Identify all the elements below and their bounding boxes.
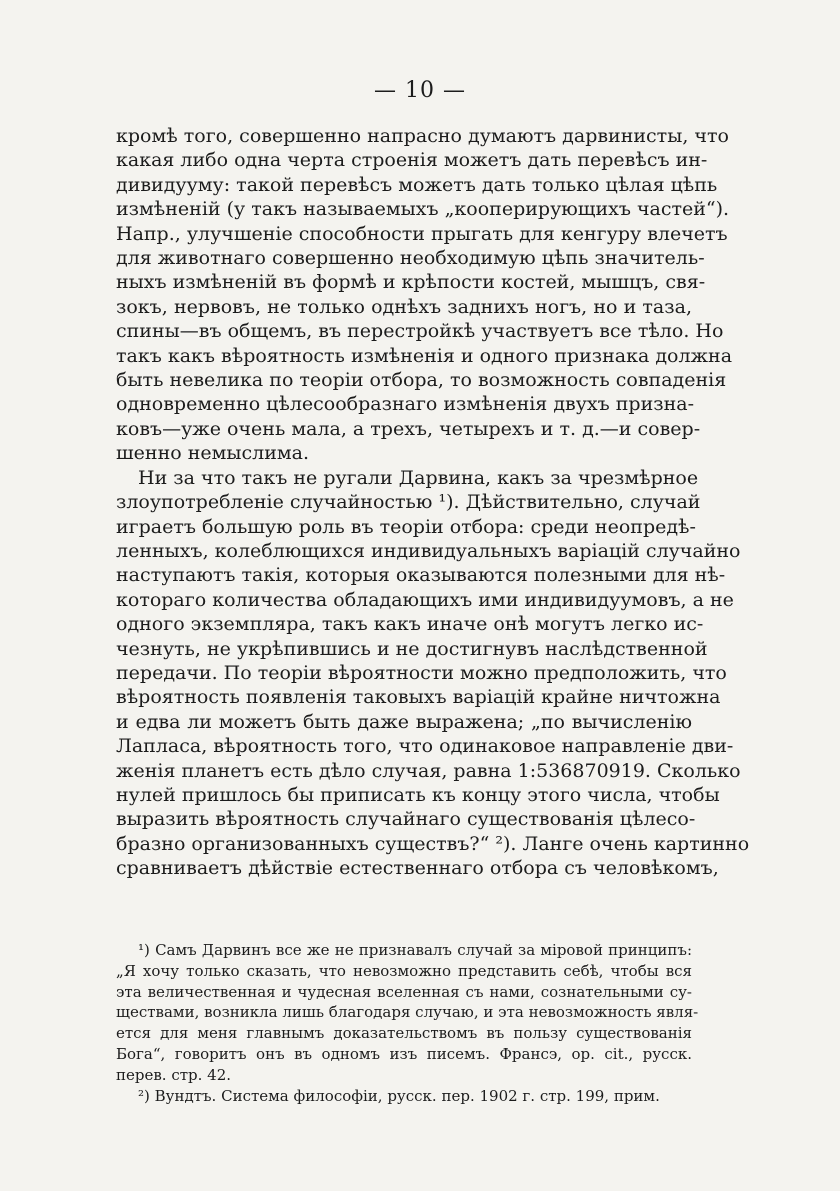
text-line: злоупотребленіе случайностью ¹). Дѣйствительно, случай (116, 491, 701, 514)
body-text (116, 124, 750, 881)
footnote-1-line: эта величественная и чудесная вселенная съ нами, сознательными су- (116, 982, 692, 1001)
text-line: играетъ большую роль въ теоріи отбора: среди неопредѣ- (116, 515, 696, 538)
page-number: — 10 — (374, 78, 466, 103)
footnote-2-line: ²) Вундтъ. Система философіи, русск. пер. 1902 г. стр. 199, прим. (138, 1086, 660, 1105)
text-line: спины—въ общемъ, въ перестройкѣ участвуетъ все тѣло. Но (116, 320, 724, 343)
text-line: котораго количества обладающихъ ими индивидуумовъ, а не (116, 588, 734, 611)
footnote-1-line: ется для меня главнымъ доказательствомъ въ пользу существованія (116, 1024, 692, 1043)
text-line: бразно организованныхъ существъ?“ ²). Ланге очень картинно (116, 832, 750, 855)
text-line: зокъ, нервовъ, не только однѣхъ заднихъ ногъ, но и таза, (116, 295, 692, 318)
text-line: одновременно цѣлесообразнаго измѣненія двухъ призна- (116, 393, 695, 416)
text-line: чезнуть, не укрѣпившись и не достигнувъ наслѣдственной (116, 637, 708, 660)
footnote-1-line: „Я хочу только сказать, что невозможно представить себѣ, чтобы вся (116, 961, 692, 980)
text-line: ленныхъ, колеблющихся индивидуальныхъ варіацій случайно (116, 539, 741, 562)
text-line: ныхъ измѣненій въ формѣ и крѣпости костей, мышцъ, свя- (116, 271, 706, 294)
text-line: Напр., улучшеніе способности прыгать для кенгуру влечетъ (116, 222, 728, 245)
text-line: такъ какъ вѣроятность измѣненія и одного признака должна (116, 344, 733, 367)
paragraph-start-line: Ни за что такъ не ругали Дарвина, какъ за чрезмѣрное (138, 466, 699, 489)
text-line: одного экземпляра, такъ какъ иначе онѣ могутъ легко ис- (116, 613, 704, 636)
text-line: нулей пришлось бы приписать къ концу этого числа, чтобы (116, 783, 720, 806)
text-line: наступаютъ такія, которыя оказываются полезными для нѣ- (116, 564, 726, 587)
text-line: и едва ли можетъ быть даже выражена; „по вычисленію (116, 710, 692, 733)
text-line: для животнаго совершенно необходимую цѣпь значитель- (116, 247, 705, 270)
text-line: Лапласа, вѣроятность того, что одинаковое направленіе дви- (116, 735, 734, 758)
text-line: измѣненій (у такъ называемыхъ „кооперирующихъ частей“). (116, 198, 730, 221)
text-line: сравниваетъ дѣйствіе естественнаго отбора съ человѣкомъ, (116, 857, 719, 880)
footnotes (116, 940, 699, 1106)
footnote-1-line: перев. стр. 42. (116, 1065, 232, 1084)
text-line: передачи. По теоріи вѣроятности можно предположить, что (116, 661, 727, 684)
text-line: вѣроятность появленія таковыхъ варіацій крайне ничтожна (116, 686, 721, 709)
footnote-1-line: ¹) Самъ Дарвинъ все же не признавалъ случай за міровой принципъ: (138, 941, 692, 959)
footnote-1-line: ществами, возникла лишь благодаря случаю, и эта невозможность явля- (116, 1003, 699, 1022)
text-line: шенно немыслима. (116, 442, 310, 465)
text-line: какая либо одна черта строенія можетъ дать перевѣсъ ин- (116, 149, 708, 172)
text-line: выразить вѣроятность случайнаго существованія цѣлесо- (116, 808, 696, 831)
footnote-1-line: Бога“, говоритъ онъ въ одномъ изъ писемъ. Франсэ, op. cit., русск. (116, 1044, 692, 1063)
text-line: ковъ—уже очень мала, а трехъ, четырехъ и т. д.—и совер- (116, 417, 701, 440)
text-line: дивидууму: такой перевѣсъ можетъ дать только цѣлая цѣпь (116, 173, 718, 196)
text-line: кромѣ того, совершенно напрасно думаютъ дарвинисты, что (116, 125, 729, 147)
text-line: быть невелика по теоріи отбора, то возможность совпаденія (116, 369, 727, 392)
text-line: женія планетъ есть дѣло случая, равна 1:536870919. Сколько (116, 759, 741, 782)
